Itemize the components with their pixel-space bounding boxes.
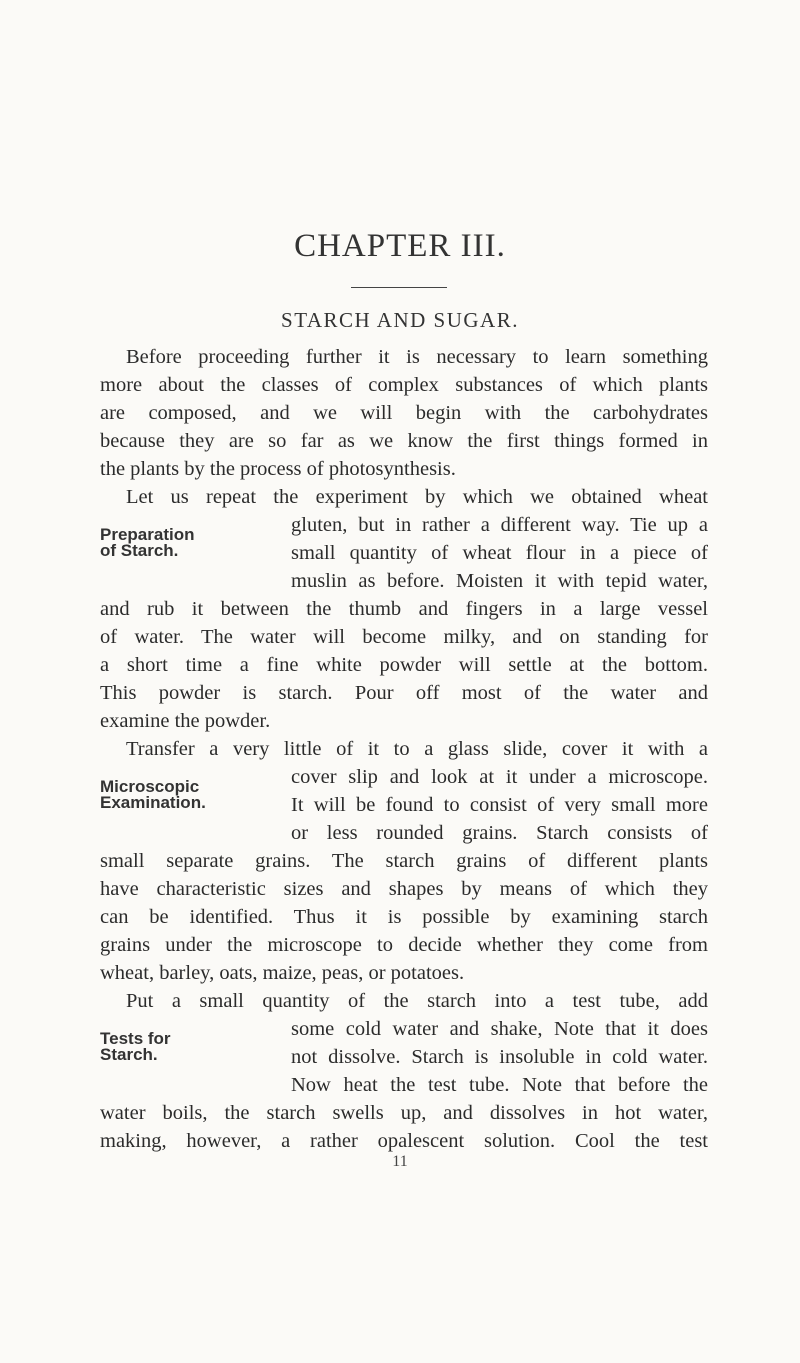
body-line: wheat, barley, oats, maize, peas, or potatoes. (100, 962, 465, 984)
body-line: not dissolve. Starch is insoluble in cold water. (291, 1046, 708, 1068)
body-line: muslin as before. Moisten it with tepid water, (291, 570, 708, 592)
body-line: or less rounded grains. Starch consists of (291, 822, 708, 844)
body-line: have characteristic sizes and shapes by means of which they (100, 878, 708, 900)
body-line: grains under the microscope to decide whether they come from (100, 934, 708, 956)
body-line: Now heat the test tube. Note that before the (291, 1074, 708, 1096)
marginal-note-line: Starch. (100, 1045, 158, 1064)
marginal-note-line: Examination. (100, 793, 206, 812)
body-line: because they are so far as we know the first things formed in (100, 430, 708, 452)
body-line: It will be found to consist of very small more (291, 794, 708, 816)
marginal-note-line: Tests for (100, 1029, 171, 1048)
body-line: Transfer a very little of it to a glass slide, cover it with a (126, 738, 708, 760)
body-line: small quantity of wheat flour in a piece of (291, 542, 708, 564)
body-line: cover slip and look at it under a microscope. (291, 766, 708, 788)
body-line: gluten, but in rather a different way. Tie up a (291, 514, 708, 536)
marginal-note-line: of Starch. (100, 541, 179, 560)
body-line: Put a small quantity of the starch into a test tube, add (126, 990, 708, 1012)
body-line: This powder is starch. Pour off most of the water and (100, 682, 708, 704)
marginal-note-preparation (100, 527, 250, 559)
body-line: Before proceeding further it is necessary to learn something (126, 346, 708, 368)
marginal-note-line: Preparation (100, 525, 195, 544)
section-title: STARCH AND SUGAR. (281, 308, 519, 332)
body-line: small separate grains. The starch grains of different plants (100, 850, 708, 872)
body-line: of water. The water will become milky, and on standing for (100, 626, 708, 648)
body-line: examine the powder. (100, 710, 271, 732)
body-line: and rub it between the thumb and fingers in a large vessel (100, 598, 708, 620)
marginal-note-microscopic (100, 779, 250, 811)
body-line: Let us repeat the experiment by which we obtained wheat (126, 486, 708, 508)
body-line: some cold water and shake, Note that it does (291, 1018, 708, 1040)
body-line: are composed, and we will begin with the carbohydrates (100, 402, 708, 424)
body-line: making, however, a rather opalescent solution. Cool the test (100, 1130, 708, 1152)
chapter-rule (351, 287, 447, 288)
page-number: 11 (392, 1153, 408, 1170)
chapter-title: CHAPTER III. (294, 228, 506, 264)
marginal-note-tests (100, 1031, 250, 1063)
body-line: a short time a fine white powder will settle at the bottom. (100, 654, 708, 676)
body-line: the plants by the process of photosynthesis. (100, 458, 456, 480)
body-line: water boils, the starch swells up, and dissolves in hot water, (100, 1102, 708, 1124)
marginal-note-line: Microscopic (100, 777, 200, 796)
body-line: can be identified. Thus it is possible by examining starch (100, 906, 708, 928)
body-line: more about the classes of complex substances of which plants (100, 374, 708, 396)
